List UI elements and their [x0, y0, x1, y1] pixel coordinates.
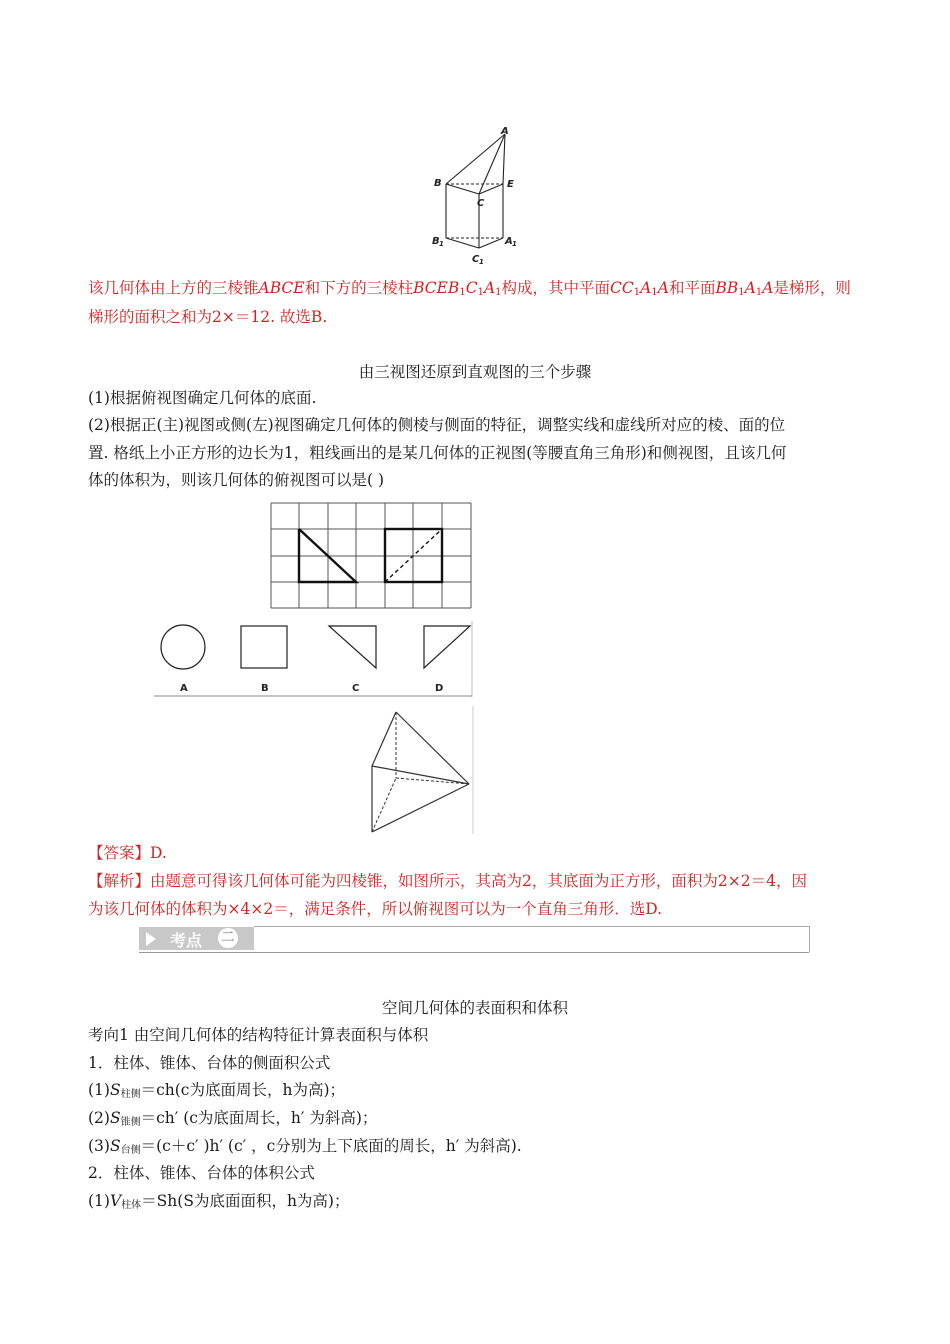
- label-A1: A: [505, 236, 513, 247]
- formula-1: $(1)S_{柱侧}=ch(c$为底面周长，h为高)；: [88, 1081, 346, 1100]
- label-C1-sub: 1: [479, 258, 484, 266]
- label-C: C: [477, 198, 485, 209]
- play-icon: [146, 932, 156, 946]
- label-C1: C: [472, 254, 480, 265]
- section1-step2b: 置. 格纸上小正方形的边长为1，粗线画出的是某几何体的正视图(等腰直角三角形)和侧视图，且该几何: [88, 444, 787, 462]
- answer-bracket: 【答案】: [88, 844, 151, 862]
- answer-value: D.: [150, 844, 167, 862]
- figure-pyramid-solution: [368, 706, 476, 836]
- figure-pyramid-prism: [428, 124, 528, 269]
- label-A1-sub: 1: [512, 240, 517, 248]
- section1-step1: (1)根据俯视图确定几何体的底面.: [88, 389, 317, 407]
- kaodian-banner: [139, 926, 809, 953]
- label-B: B: [434, 178, 442, 189]
- section1-step2c: 体的体积为，则该几何体的俯视图可以是( ): [88, 471, 385, 489]
- formula-3: $(3)S_{台侧}=(c+c'$ )h′ (c′ ，c分别为上下底面的周长，h′ 为斜高).: [88, 1137, 522, 1156]
- section2-title: 空间几何体的表面积和体积: [381, 999, 568, 1017]
- label-B1-sub: 1: [439, 240, 444, 248]
- answer-line: [88, 842, 167, 864]
- section1-title: 由三视图还原到直观图的三个步骤: [358, 363, 592, 381]
- option-B-label: B: [261, 683, 269, 694]
- option-C-label: C: [352, 683, 360, 694]
- para1-line1: 该几何体由上方的三棱锥ABCE和下方的三棱柱$BCEB_1C_1A_1$构成，其中平面$CC_1A_1A$和平面$BB_1A_1A$是梯形，则: [88, 279, 851, 298]
- figure-grid-views: [268, 501, 474, 611]
- para1-line2: 梯形的面积之和为2×＝12. 故选B.: [88, 308, 328, 326]
- banner-label: 考点: [170, 931, 203, 950]
- section2-item1: 1．柱体、锥体、台体的侧面积公式: [88, 1054, 331, 1072]
- label-A: A: [501, 126, 509, 137]
- banner-number: 二: [218, 928, 238, 948]
- label-E: E: [507, 179, 514, 190]
- analysis-line1: 【解析】由题意可得该几何体可能为四棱锥，如图所示，其高为2，其底面为正方形，面积为2×2＝4，因: [88, 872, 807, 890]
- section1-step2a: (2)根据正(主)视图或侧(左)视图确定几何体的侧棱与侧面的特征，调整实线和虚线所对应的棱、面的位: [88, 416, 786, 434]
- label-B1: B: [432, 236, 440, 247]
- option-D-label: D: [435, 683, 444, 694]
- figure-options: [152, 617, 476, 699]
- formula-2: $(2)S_{锥侧}=ch'$ (c为底面周长，h′ 为斜高)；: [88, 1109, 378, 1128]
- formula-4: $(1)V_{柱体}=Sh(S$为底面面积，h为高)；: [88, 1192, 350, 1211]
- section2-kaoxiang: 考向1 由空间几何体的结构特征计算表面积与体积: [88, 1026, 429, 1044]
- analysis-bracket: 【解析】: [88, 872, 151, 890]
- analysis-line2: 为该几何体的体积为×4×2＝，满足条件，所以俯视图可以为一个直角三角形．选D.: [88, 900, 663, 918]
- section2-item2: 2．柱体、锥体、台体的体积公式: [88, 1164, 315, 1182]
- option-A-label: A: [180, 683, 188, 694]
